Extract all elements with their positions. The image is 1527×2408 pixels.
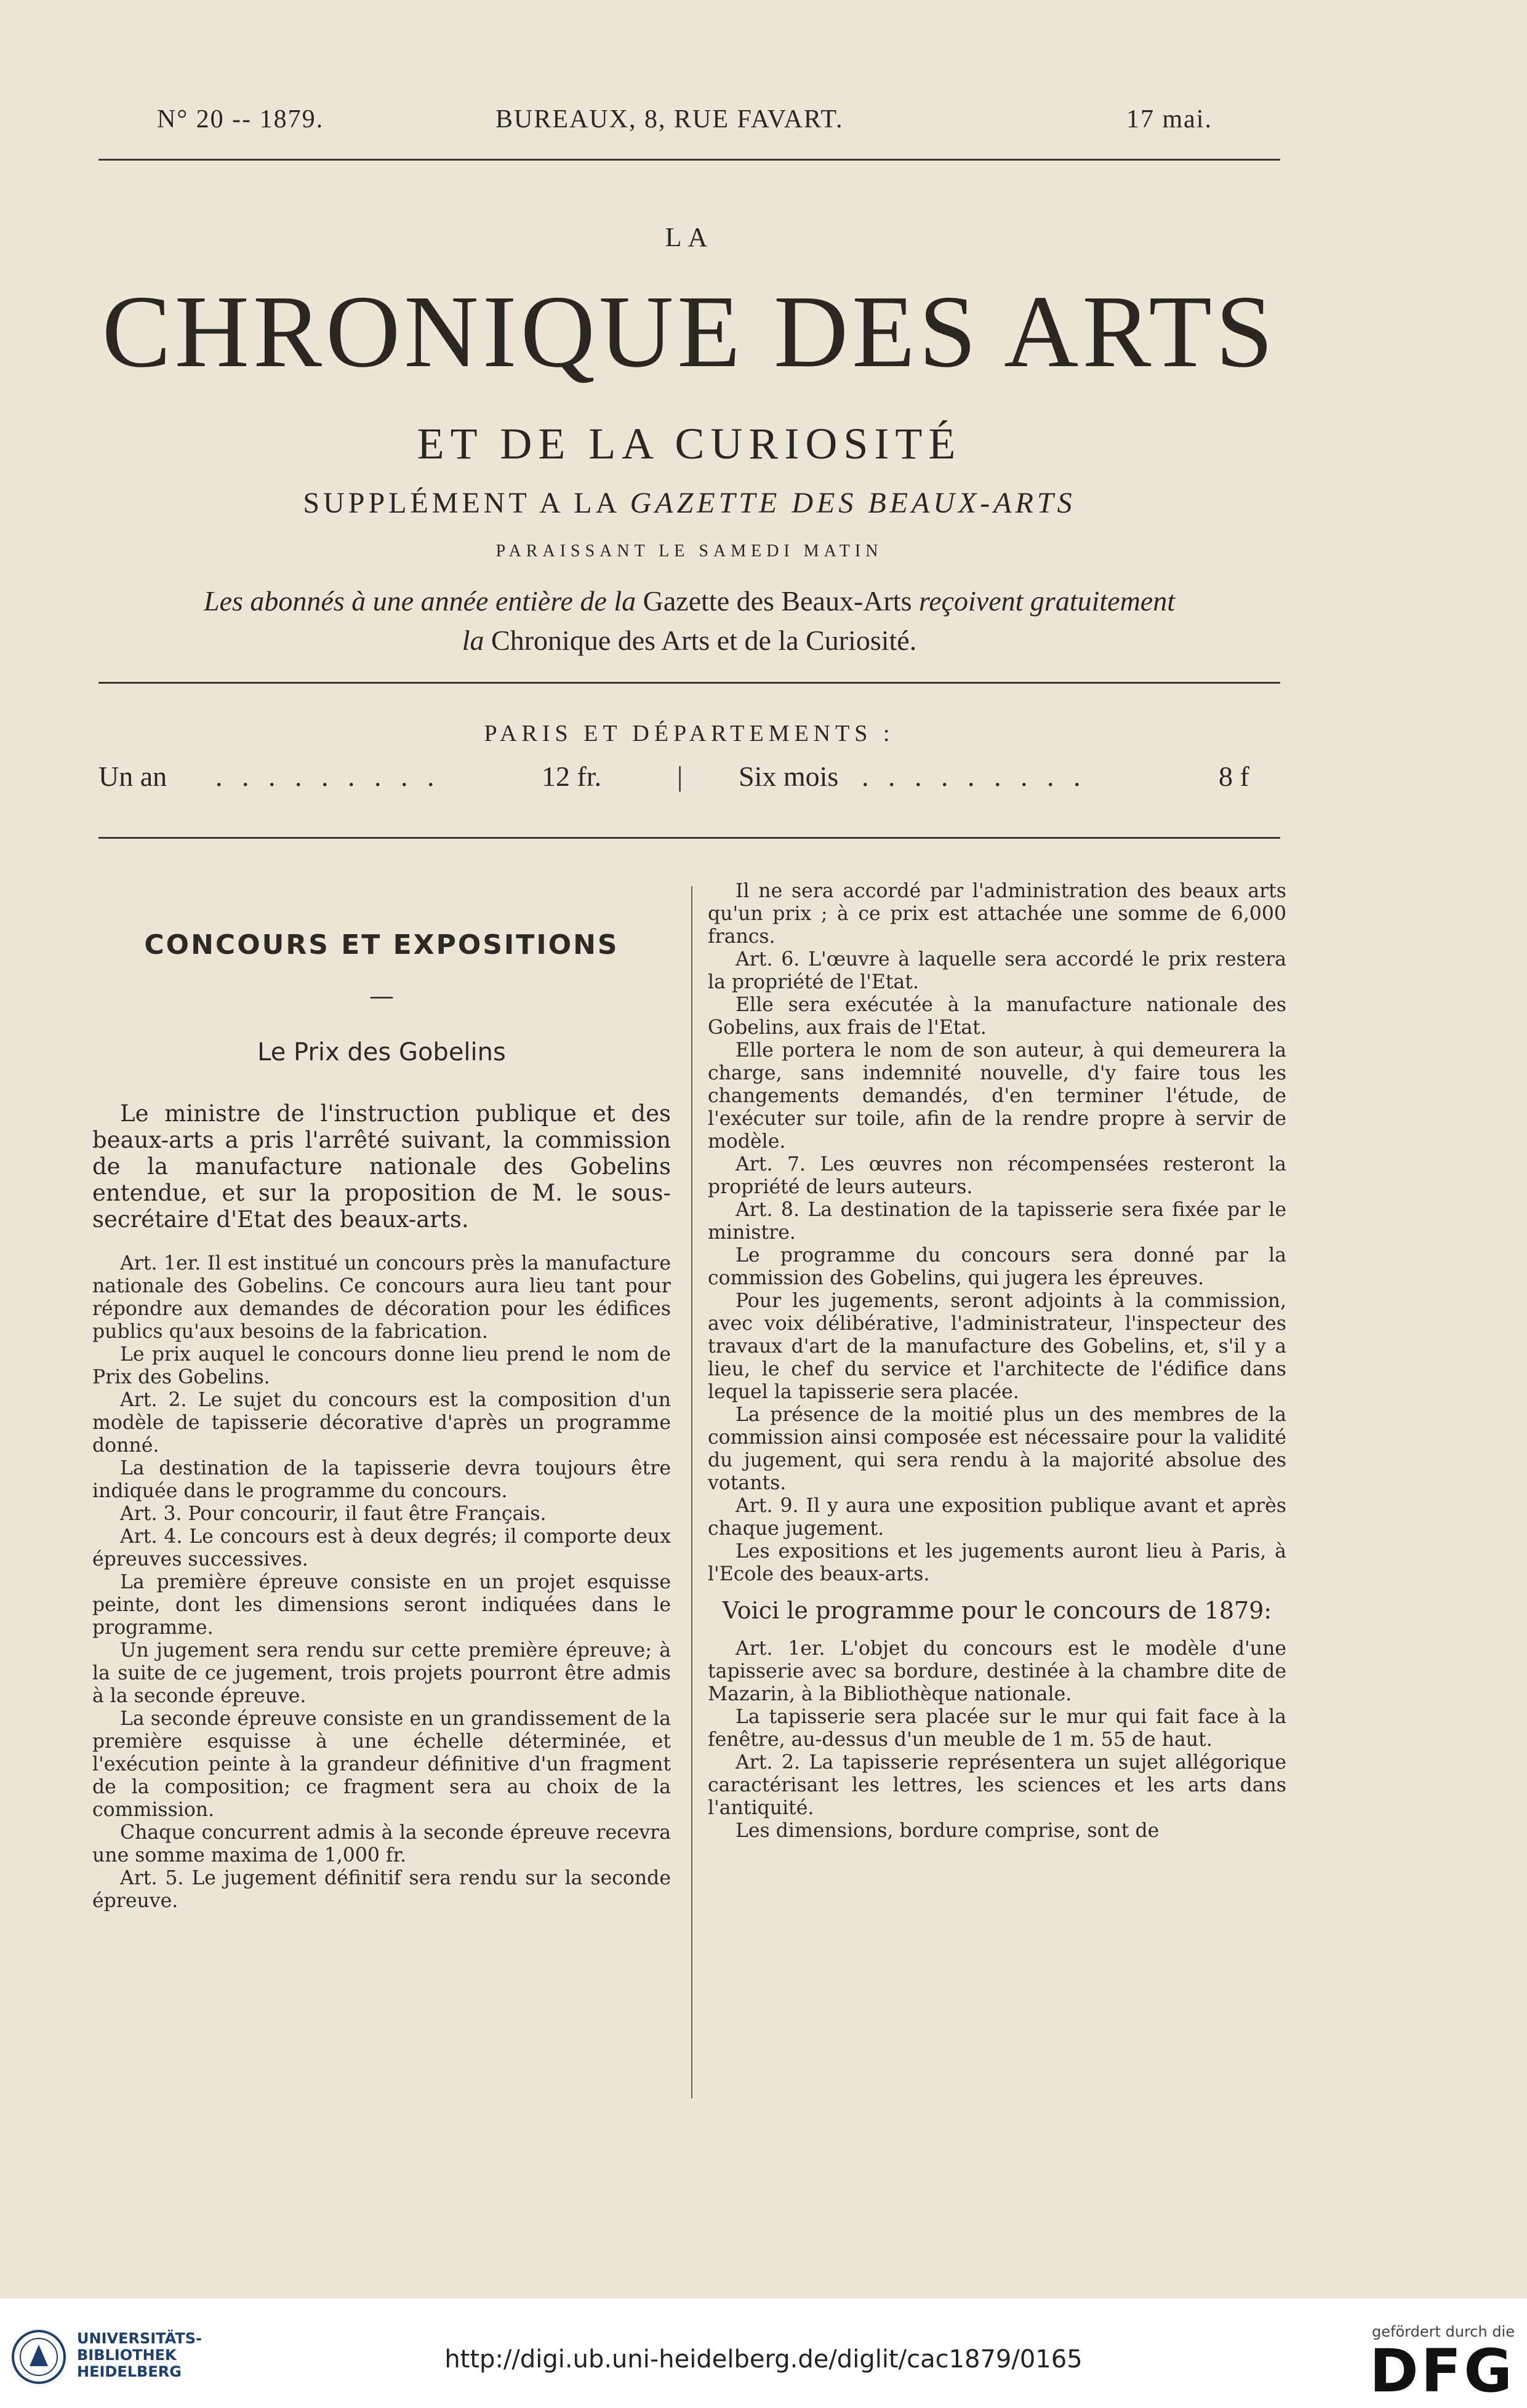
abonnes-text-d: la — [462, 625, 484, 656]
right-column — [708, 880, 1286, 1842]
subscription-heading: PARIS ET DÉPARTEMENTS : — [484, 721, 895, 746]
uni-line: BIBLIOTHEK — [77, 2346, 177, 2364]
masthead-rule — [98, 682, 1280, 684]
abonnes-notice — [98, 582, 1280, 660]
paragraph: La présence de la moitié plus un des membres de la commission ainsi composée est nécessaire pour la validité du jugement, qui sera rendu à la majorité absolue des votants. — [708, 1404, 1286, 1494]
paragraph: La première épreuve consiste en un projet esquisse peinte, dont les dimensions seront indiquées dans le programme. — [92, 1571, 671, 1639]
paragraph: Chaque concurrent admis à la seconde épreuve recevra une somme maxima de 1,000 fr. — [92, 1822, 671, 1866]
issue-date: 17 mai. — [1126, 105, 1212, 134]
bureaux-address: BUREAUX, 8, RUE FAVART. — [495, 105, 844, 134]
paragraph: Art. 7. Les œuvres non récompensées resteront la propriété de leurs auteurs. — [708, 1153, 1286, 1198]
paragraph: Art. 6. L'œuvre à laquelle sera accordé le prix restera la propriété de l'Etat. — [708, 948, 1286, 993]
abonnes-text-b: Gazette des Beaux-Arts — [643, 585, 912, 617]
paragraph: Les dimensions, bordure comprise, sont de — [735, 1820, 1160, 1842]
paragraph: Il ne sera accordé par l'administration des beaux arts qu'un prix ; à ce prix est attachée une somme de 6,000 francs. — [708, 880, 1286, 948]
abonnes-text-c: reçoivent gratuitement — [919, 585, 1175, 617]
programme-heading: Voici le programme pour le concours de 1879: — [722, 1597, 1272, 1624]
paragraph: La tapisserie sera placée sur le mur qui fait face à la fenêtre, au-dessus d'un meuble de 1 m. 55 de haut. — [708, 1706, 1286, 1751]
paragraph: Le programme du concours sera donné par la commission des Gobelins, qui jugera les épreuves. — [708, 1244, 1286, 1289]
uni-line: HEIDELBERG — [77, 2363, 182, 2380]
abonnes-text-a: Les abonnés à une année entière de la — [203, 585, 636, 617]
supplement-prefix: SUPPLÉMENT A LA — [303, 487, 619, 519]
section-title: CONCOURS ET EXPOSITIONS — [144, 929, 619, 961]
paragraph: Art. 5. Le jugement définitif sera rendu sur la seconde épreuve. — [92, 1867, 671, 1912]
uni-line: UNIVERSITÄTS- — [77, 2330, 202, 2347]
permalink-url[interactable]: http://digi.ub.uni-heidelberg.de/diglit/cac1879/0165 — [444, 2345, 1083, 2374]
masthead-la: LA — [665, 222, 714, 252]
paragraph: Art. 9. Il y aura une exposition publique avant et après chaque jugement. — [708, 1495, 1286, 1540]
un-an-dots: . . . . . . . . . — [215, 761, 441, 792]
section-dash: — — [369, 982, 394, 1010]
paragraph: Art. 2. La tapisserie représentera un sujet allégorique caractérisant les lettres, les sciences et les arts dans l'antiquité. — [708, 1751, 1286, 1819]
left-article-body — [92, 1252, 671, 1913]
column-divider — [691, 886, 692, 2098]
six-mois-dots: . . . . . . . . . — [862, 761, 1087, 792]
left-column — [92, 923, 671, 1913]
header-rule — [98, 159, 1280, 161]
funded-by-label: gefördert durch die — [1372, 2323, 1515, 2340]
six-mois-label: Six mois — [739, 761, 839, 792]
masthead-title: CHRONIQUE DES ARTS — [102, 274, 1277, 389]
supplement-gazette: GAZETTE DES BEAUX-ARTS — [630, 487, 1076, 519]
dfg-logo: DFG — [1369, 2337, 1515, 2406]
paragraph: Art. 4. Le concours est à deux degrés; il comporte deux épreuves successives. — [92, 1526, 671, 1570]
paraissant-line: PARAISSANT LE SAMEDI MATIN — [495, 542, 883, 561]
paragraph: Art. 3. Pour concourir, il faut être Français. — [120, 1503, 547, 1525]
article-subhead: Le Prix des Gobelins — [257, 1038, 506, 1066]
paragraph: Le prix auquel le concours donne lieu prend le nom de Prix des Gobelins. — [92, 1343, 671, 1388]
subscription-rule — [98, 837, 1280, 839]
price-separator: | — [677, 761, 683, 792]
abonnes-text-e: Chronique des Arts et de la Curiosité. — [491, 625, 917, 656]
un-an-price: 12 fr. — [542, 761, 602, 792]
masthead-supplement — [98, 486, 1280, 520]
article-lead: Le ministre de l'instruction publique et des beaux-arts a pris l'arrêté suivant, la commission de la manufacture nationale des Gobelins entendue, et sur la proposition de M. le sous-secrétaire d'Etat des beaux-arts. — [92, 1100, 671, 1233]
digitization-footer — [0, 2298, 1527, 2408]
paragraph: Elle sera exécutée à la manufacture nationale des Gobelins, aux frais de l'Etat. — [708, 994, 1286, 1039]
paragraph: Art. 1er. Il est institué un concours près la manufacture nationale des Gobelins. Ce concours aura lieu tant pour répondre aux demandes de décoration pour les édifices publics qu'aux besoins de la fabrication. — [92, 1252, 671, 1343]
paragraph: Un jugement sera rendu sur cette première épreuve; à la suite de ce jugement, trois projets pourront être admis à la seconde épreuve. — [92, 1639, 671, 1707]
paragraph: Les expositions et les jugements auront lieu à Paris, à l'Ecole des beaux-arts. — [708, 1540, 1286, 1585]
paragraph: La destination de la tapisserie devra toujours être indiquée dans le programme du concours. — [92, 1457, 671, 1502]
issue-number: N° 20 -- 1879. — [157, 105, 324, 134]
paragraph: Elle portera le nom de son auteur, à qui demeurera la charge, sans indemnité nouvelle, d'y faire tous les changements demandés, d'en terminer l'étude, de l'exécuter sur toile, afin de la rendre propre à servir de modèle. — [708, 1039, 1286, 1153]
paragraph: Art. 1er. L'objet du concours est le modèle d'une tapisserie avec sa bordure, destinée à la chambre dite de Mazarin, à la Bibliothèque nationale. — [708, 1638, 1286, 1705]
un-an-label: Un an — [98, 761, 167, 792]
paragraph: Art. 8. La destination de la tapisserie sera fixée par le ministre. — [708, 1199, 1286, 1244]
six-mois-price: 8 f — [1219, 761, 1249, 792]
masthead-subtitle: ET DE LA CURIOSITÉ — [417, 419, 962, 468]
paragraph: La seconde épreuve consiste en un grandissement de la première esquisse à une échelle déterminée, et l'exécution peinte à la grandeur définitive d'un fragment de la composition; ce fragment sera au choix de la commission. — [92, 1708, 671, 1821]
paragraph: Art. 2. Le sujet du concours est la composition d'un modèle de tapisserie décorative d'après un programme donné. — [92, 1389, 671, 1457]
paragraph: Pour les jugements, seront adjoints à la commission, avec voix délibérative, l'administrateur, l'inspecteur des travaux d'art de la manufacture des Gobelins, et, s'il y a lieu, le chef du service et l'architecte de l'édifice dans lequel la tapisserie sera placée. — [708, 1290, 1286, 1403]
